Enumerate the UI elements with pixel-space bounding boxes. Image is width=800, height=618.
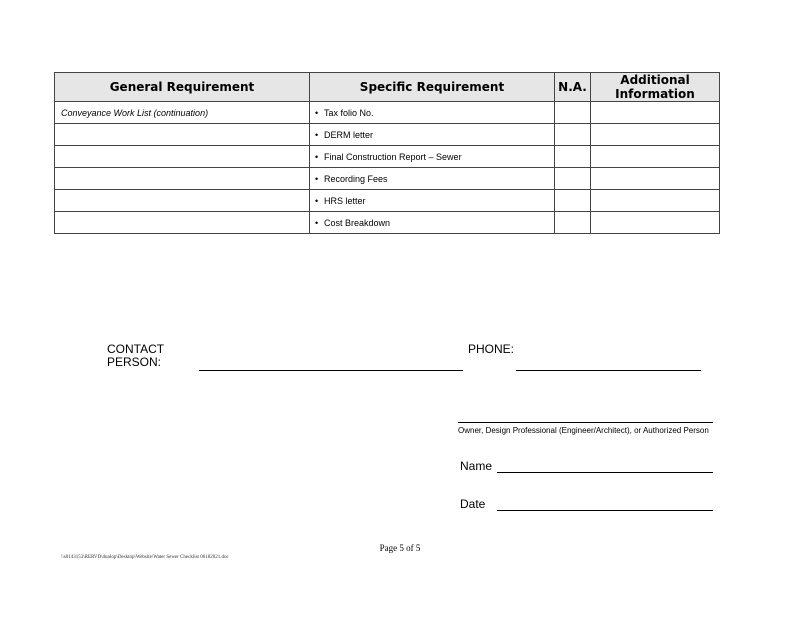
name-label: Name [460, 459, 493, 473]
header-general-requirement: General Requirement [55, 73, 310, 102]
contact-label-line2: PERSON: [107, 355, 162, 369]
na-cell[interactable] [555, 212, 591, 234]
table-row [55, 102, 720, 124]
general-requirement-cell [55, 124, 310, 146]
additional-info-cell[interactable] [591, 146, 720, 168]
general-requirement-cell [55, 146, 310, 168]
na-cell[interactable] [555, 102, 591, 124]
bullet-icon: • [315, 217, 319, 228]
specific-requirement-text: Recording Fees [324, 173, 388, 184]
page-number: Page 5 of 5 [379, 543, 421, 553]
general-requirement-cell [55, 190, 310, 212]
additional-info-cell[interactable] [591, 212, 720, 234]
na-cell[interactable] [555, 190, 591, 212]
additional-info-cell[interactable] [591, 168, 720, 190]
additional-info-cell[interactable] [591, 124, 720, 146]
phone-field[interactable] [516, 370, 701, 371]
signature-caption: Owner, Design Professional (Engineer/Architect), or Authorized Person [458, 426, 709, 435]
signature-field[interactable] [458, 422, 713, 423]
general-requirement-cell [55, 212, 310, 234]
bullet-icon: • [315, 151, 319, 162]
na-cell[interactable] [555, 168, 591, 190]
specific-requirement-cell [310, 212, 555, 234]
specific-requirement-cell [310, 168, 555, 190]
specific-requirement-text: DERM letter [324, 129, 374, 140]
na-cell[interactable] [555, 146, 591, 168]
specific-requirement-cell [310, 190, 555, 212]
bullet-icon: • [315, 129, 319, 140]
contact-person-label [107, 343, 164, 369]
general-requirement-cell [55, 168, 310, 190]
header-specific-requirement: Specific Requirement [310, 73, 555, 102]
name-field[interactable] [497, 472, 713, 473]
date-label: Date [460, 497, 486, 511]
table-row [55, 212, 720, 234]
bullet-icon: • [315, 195, 319, 206]
table-row [55, 190, 720, 212]
table-header-row [55, 73, 720, 102]
file-path: \\s0143153\RERVD\dunlop\Desktop\Website\Water Sewer Checklist 06182021.doc [61, 555, 229, 560]
table-row [55, 124, 720, 146]
header-additional-information: Additional Information [591, 73, 720, 102]
specific-requirement-text: Cost Breakdown [324, 217, 391, 228]
specific-requirement-cell [310, 124, 555, 146]
requirements-table [54, 72, 720, 234]
specific-requirement-text: Tax folio No. [324, 107, 374, 118]
general-requirement-cell: Conveyance Work List (continuation) [55, 102, 310, 124]
na-cell[interactable] [555, 124, 591, 146]
specific-requirement-text: Final Construction Report – Sewer [324, 151, 462, 162]
phone-label: PHONE: [468, 342, 515, 356]
date-field[interactable] [497, 510, 713, 511]
specific-requirement-cell [310, 102, 555, 124]
contact-person-field[interactable] [199, 370, 463, 371]
bullet-icon: • [315, 107, 319, 118]
additional-info-cell[interactable] [591, 190, 720, 212]
header-na: N.A. [555, 73, 591, 102]
specific-requirement-text: HRS letter [324, 195, 366, 206]
bullet-icon: • [315, 173, 319, 184]
table-row [55, 146, 720, 168]
table-row [55, 168, 720, 190]
additional-info-cell[interactable] [591, 102, 720, 124]
specific-requirement-cell [310, 146, 555, 168]
contact-label-line1: CONTACT [107, 342, 165, 356]
